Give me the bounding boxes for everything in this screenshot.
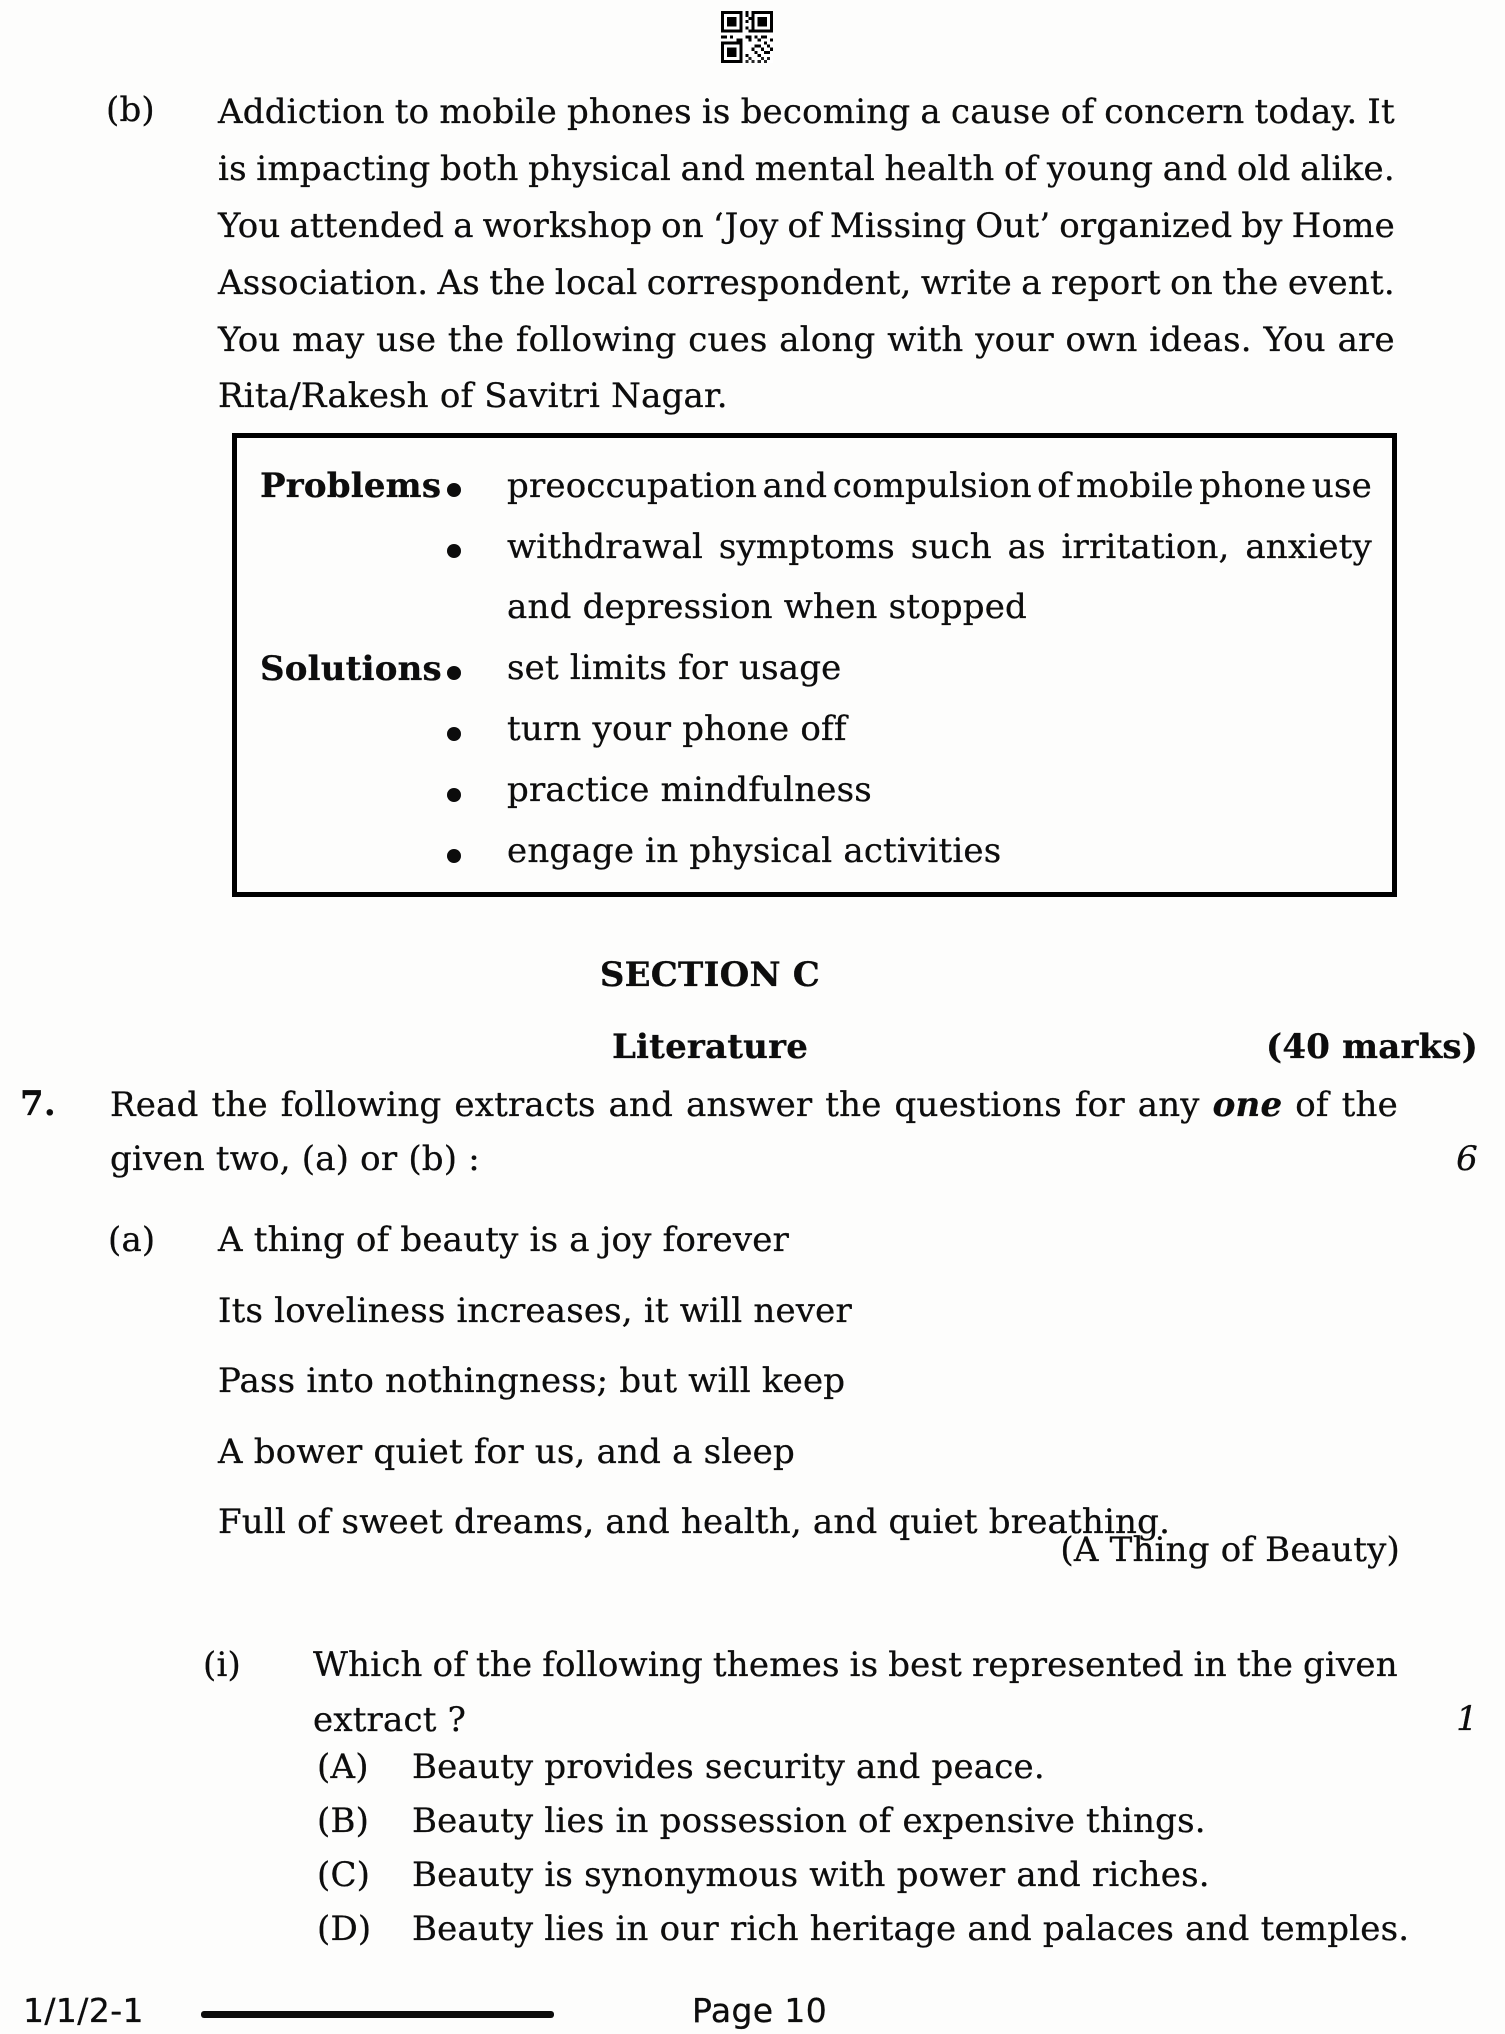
word: nothingness; [385, 1361, 609, 1401]
word: of [787, 205, 821, 246]
word: phone [682, 709, 790, 749]
word: As [437, 262, 480, 303]
option-row [317, 1902, 1410, 1956]
cue-row-text [507, 821, 1372, 882]
option-text: Beauty lies in our rich heritage and palaces and temples. [412, 1909, 1410, 1949]
word: practice [507, 770, 650, 810]
question-i-text [313, 1638, 1398, 1747]
word: correspondent, [646, 262, 912, 303]
cue-row-label: Problems [260, 465, 442, 506]
question-7-number: 7. [20, 1084, 56, 1124]
word: a [920, 91, 941, 132]
word: use [1311, 465, 1372, 506]
cue-row [260, 699, 1372, 760]
word: themes [712, 1645, 840, 1686]
question-i-label: (i) [203, 1645, 242, 1685]
word: any [1137, 1084, 1200, 1125]
word: Association. [218, 262, 429, 303]
cue-row [260, 577, 1372, 638]
word: physical [689, 831, 833, 871]
word: of [355, 1220, 390, 1260]
word: and [812, 1502, 878, 1542]
word: set [507, 648, 559, 688]
qr-code-icon [721, 11, 773, 63]
word: ‘Joy [712, 205, 779, 246]
word: may [292, 319, 365, 360]
word: both [440, 148, 519, 189]
word: It [1367, 91, 1395, 132]
word: sleep [703, 1431, 795, 1472]
option-label: (D) [317, 1909, 372, 1949]
cue-row-text [507, 638, 1372, 699]
text-line [218, 83, 1395, 140]
word: symptoms [718, 526, 895, 567]
text-line [218, 140, 1395, 197]
word: the [211, 1084, 268, 1125]
word: on [1170, 262, 1213, 303]
word: usage [739, 648, 842, 688]
word: a [569, 1220, 590, 1260]
question-i-options [317, 1740, 1410, 1956]
option-label: (B) [317, 1801, 370, 1841]
option-text: Beauty provides security and peace. [412, 1747, 1045, 1787]
word: cues [688, 319, 768, 360]
bullet-icon [447, 466, 507, 506]
word: and [596, 1431, 662, 1472]
word: : [468, 1139, 480, 1179]
word: joy [600, 1220, 652, 1260]
word: loveliness [274, 1290, 446, 1331]
word: beauty [400, 1220, 519, 1260]
word: for [473, 1431, 524, 1472]
word: quiet [373, 1431, 463, 1472]
cue-row-text [507, 516, 1372, 577]
cue-row-label: Solutions [260, 648, 442, 689]
word: your [592, 709, 672, 749]
word: sweet [341, 1502, 444, 1542]
word: Out’ [975, 205, 1051, 246]
word: workshop [482, 205, 653, 246]
word: is [218, 148, 247, 189]
word: mindfulness [660, 770, 872, 810]
word: quiet [888, 1502, 978, 1542]
word: is [529, 1220, 559, 1260]
word: of [439, 376, 474, 416]
word: impacting [256, 148, 431, 189]
question-b-label: (b) [106, 90, 155, 130]
word: phones [566, 91, 692, 132]
extract-a-attribution: (A Thing of Beauty) [1060, 1530, 1400, 1570]
option-row [317, 1794, 1400, 1848]
word: a [672, 1431, 693, 1472]
word: are [1337, 319, 1395, 360]
word: young [1047, 148, 1154, 189]
word: given [110, 1139, 205, 1179]
cue-row-text [507, 760, 1372, 821]
word: physical [528, 148, 672, 189]
word: Read [110, 1084, 199, 1125]
word: ideas. [1149, 319, 1252, 360]
word: when [783, 587, 878, 627]
word: of [1004, 148, 1038, 189]
word: preoccupation [507, 465, 758, 506]
word: anxiety [1245, 526, 1372, 567]
cue-row-text [507, 577, 1372, 638]
word: the [1236, 1645, 1294, 1686]
word: best [888, 1645, 963, 1686]
word: of [1037, 465, 1071, 506]
word: A [218, 1220, 243, 1260]
option-text: Beauty lies in possession of expensive things. [412, 1801, 1206, 1841]
word: local [554, 262, 638, 303]
text-line [218, 368, 1395, 425]
word: Addiction [218, 91, 385, 132]
word: or [360, 1139, 398, 1179]
text-line [218, 311, 1395, 368]
word: on [661, 205, 704, 246]
option-label: (C) [317, 1855, 371, 1895]
footer-paper-code: 1/1/2-1 [23, 1991, 144, 2030]
word: today. [1254, 91, 1358, 132]
word: for [678, 648, 728, 688]
cue-row [260, 760, 1372, 821]
word: engage [507, 831, 635, 871]
word: mobile [439, 91, 557, 132]
word: cause [950, 91, 1051, 132]
word: following [515, 319, 677, 360]
word: is [849, 1645, 879, 1686]
word: with [887, 319, 964, 360]
section-subtitle: Literature [611, 1027, 809, 1067]
cue-box [232, 433, 1397, 897]
word: and [507, 587, 572, 627]
bullet-icon [447, 832, 507, 872]
word: ? [447, 1699, 467, 1740]
word: and [1162, 148, 1228, 189]
cue-row [260, 821, 1372, 882]
option-text: Beauty is synonymous with power and riches. [412, 1855, 1210, 1895]
word: concern [1104, 91, 1245, 132]
word: health [884, 148, 995, 189]
bullet-icon [447, 527, 507, 567]
footer-page-number: Page 10 [692, 1991, 828, 2030]
word: bower [253, 1431, 363, 1472]
word: Home [1291, 205, 1395, 246]
word: the [447, 319, 505, 360]
word: irritation, [1061, 526, 1230, 567]
word: it [643, 1290, 669, 1331]
word: Missing [829, 205, 967, 246]
word: event. [1287, 262, 1395, 303]
word: of [1295, 1084, 1329, 1125]
cue-box-rows [260, 455, 1372, 882]
word: never [753, 1290, 852, 1331]
word: Its [218, 1290, 264, 1331]
word: questions [894, 1084, 1062, 1125]
footer-rule [201, 2011, 554, 2018]
word: You [218, 319, 281, 360]
word: the [1341, 1084, 1398, 1125]
text-line [218, 1346, 1403, 1417]
word: write [920, 262, 1012, 303]
word: your [975, 319, 1054, 360]
word: the [825, 1084, 882, 1125]
section-marks: (40 marks) [1266, 1027, 1478, 1067]
word: keep [761, 1361, 846, 1401]
word: two, [215, 1139, 291, 1179]
word: a [453, 205, 474, 246]
word: of [432, 1645, 467, 1686]
word: organized [1059, 205, 1233, 246]
word: by [1241, 205, 1283, 246]
word: increases, [456, 1290, 633, 1331]
word: the [489, 262, 546, 303]
word: withdrawal [507, 526, 704, 567]
word: breathing. [988, 1502, 1171, 1542]
word: following [542, 1645, 703, 1686]
word: extracts [454, 1084, 596, 1125]
word: and [605, 1502, 670, 1542]
cue-row [260, 455, 1372, 516]
bullet-icon [447, 649, 507, 689]
word: will [688, 1361, 751, 1401]
word: phone [1199, 465, 1307, 506]
word: and [680, 148, 746, 189]
question-7-text [110, 1077, 1398, 1187]
word: limits [569, 648, 668, 688]
word: of [297, 1502, 331, 1542]
word: but [619, 1361, 678, 1401]
word: answer [686, 1084, 813, 1125]
word: Rita/Rakesh [218, 376, 429, 416]
word: along [779, 319, 876, 360]
extract-a-poem [218, 1205, 1403, 1558]
cue-row [260, 638, 1372, 699]
word: attended [289, 205, 445, 246]
word: You [1263, 319, 1326, 360]
word: extract [313, 1699, 437, 1740]
text-line [218, 1417, 1403, 1488]
text-line [313, 1638, 1398, 1693]
question-b-paragraph [218, 83, 1395, 425]
word: one [1212, 1084, 1283, 1125]
word: forever [662, 1220, 790, 1260]
word: mobile [1076, 465, 1194, 506]
option-label: (A) [317, 1747, 369, 1787]
word: the [476, 1645, 533, 1686]
word: depression [582, 587, 773, 627]
word: You [218, 205, 281, 246]
word: (a) [301, 1139, 350, 1179]
word: and [608, 1084, 674, 1125]
word: in [1193, 1645, 1227, 1686]
word: report [1051, 262, 1161, 303]
word: alike. [1300, 148, 1395, 189]
bullet-icon [447, 771, 507, 811]
word: off [800, 709, 847, 749]
word: stopped [888, 587, 1027, 627]
word: of [1060, 91, 1095, 132]
word: given [1302, 1645, 1398, 1686]
cue-row-text [507, 699, 1372, 760]
word: us, [534, 1431, 586, 1472]
word: use [376, 319, 437, 360]
word: becoming [740, 91, 911, 132]
word: to [394, 91, 430, 132]
word: own [1065, 319, 1138, 360]
word: Which [313, 1645, 423, 1686]
question-i-marks: 1 [1456, 1699, 1478, 1739]
word: thing [253, 1220, 345, 1260]
section-title: SECTION C [599, 955, 821, 995]
word: A [218, 1431, 243, 1472]
word: such [910, 526, 992, 567]
word: a [1021, 262, 1042, 303]
word: the [1222, 262, 1279, 303]
text-line [110, 1132, 1398, 1187]
word: is [701, 91, 731, 132]
word: following [280, 1084, 442, 1125]
text-line [218, 1276, 1403, 1347]
word: and [762, 465, 828, 506]
word: as [1007, 526, 1046, 567]
word: represented [971, 1645, 1184, 1686]
cue-row-text [507, 455, 1372, 516]
text-line [313, 1693, 1398, 1748]
word: for [1074, 1084, 1125, 1125]
question-7-marks: 6 [1456, 1139, 1478, 1179]
text-line [218, 1205, 1403, 1276]
text-line [110, 1077, 1398, 1132]
word: will [679, 1290, 743, 1331]
extract-a-label: (a) [108, 1220, 156, 1260]
word: turn [507, 709, 582, 749]
word: health, [680, 1502, 802, 1542]
word: activities [843, 831, 1002, 871]
word: into [306, 1361, 375, 1401]
word: Nagar. [611, 376, 728, 416]
word: Full [218, 1502, 287, 1542]
word: Savitri [484, 376, 601, 416]
word: mental [754, 148, 876, 189]
word: compulsion [832, 465, 1032, 506]
option-row [317, 1848, 1400, 1902]
word: in [645, 831, 679, 871]
word: Pass [218, 1361, 296, 1401]
word: old [1236, 148, 1291, 189]
bullet-icon [447, 710, 507, 750]
text-line [218, 254, 1395, 311]
word: dreams, [454, 1502, 595, 1542]
word: (b) [408, 1139, 458, 1179]
cue-row [260, 516, 1372, 577]
text-line [218, 197, 1395, 254]
option-row [317, 1740, 1400, 1794]
